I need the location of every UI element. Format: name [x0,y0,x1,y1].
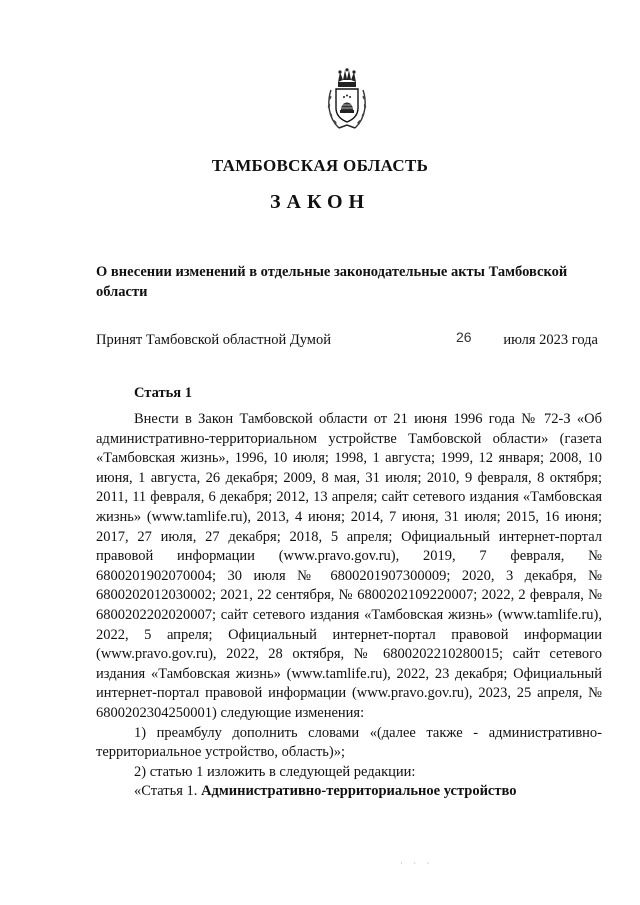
article-intro-paragraph: Внести в Закон Тамбовской области от 21 июня 1996 года № 72-З «Об административно-территориальном устройстве Тамбовской области» (газета «Тамбовская жизнь», 1996, 10 июля; 1998, 1 августа; 1999, 12 января; 2008, 10 июня, 1 августа, 26 декабря; 2009, 8 мая, 31 июля; 2010, 9 февраля, 8 октября; 2011, 11 февраля, 6 декабря; 2012, 13 апреля; сайт сетевого издания «Тамбовская жизнь» (www.tamlife.ru), 2013, 4 июня; 2014, 7 июня, 31 июля; 2015, 16 июня; 2017, 27 июля, 27 декабря; 2018, 5 апреля; Официальный интернет-портал правовой информации (www.pravo.gov.ru), 2019, 7 февраля, № 6800201902070004; 30 июля № 6800201907300009; 2020, 3 декабря, № 6800202012030002; 2021, 22 сентября, № 6800202109220007; 2022, 2 февраля, № 6800202202020007; сайт сетевого издания «Тамбовская жизнь» (www.tamlife.ru), 2022, 5 апреля; Официальный интернет-портал правовой информации (www.pravo.gov.ru), 2022, 28 октября, № 6800202210280015; сайт сетевого издания «Тамбовская жизнь» (www.tamlife.ru), 2022, 23 декабря; Официальный интернет-портал правовой информации (www.pravo.gov.ru), 2023, 25 апреля, № 6800202304250001) следующие изменения: [96,411,602,721]
adoption-label: Принят Тамбовской областной Думой [96,332,331,348]
quoted-article-title: Административно-территориальное устройство [201,783,517,800]
adoption-month-year: июля 2023 года [503,332,598,348]
adoption-day: 26 [456,329,472,345]
document-type-title: ЗАКОН [269,191,371,213]
scan-noise-dots: · · · [400,858,434,868]
article-body [96,410,602,802]
quoted-article-prefix: «Статья 1. [134,783,198,800]
tambov-coat-of-arms-emblem [325,68,369,132]
quoted-article-heading [96,782,602,802]
amendment-item-1: 1) преамбулу дополнить словами «(далее также - административно-территориальное устройство, область)»; [96,724,602,761]
law-subject-heading: О внесении изменений в отдельные законодательные акты Тамбовской области [96,264,568,300]
region-title: ТАМБОВСКАЯ ОБЛАСТЬ [211,156,429,175]
article-heading: Статья 1 [134,385,192,401]
amendment-item-2: 2) статью 1 изложить в следующей редакции: [134,763,416,780]
